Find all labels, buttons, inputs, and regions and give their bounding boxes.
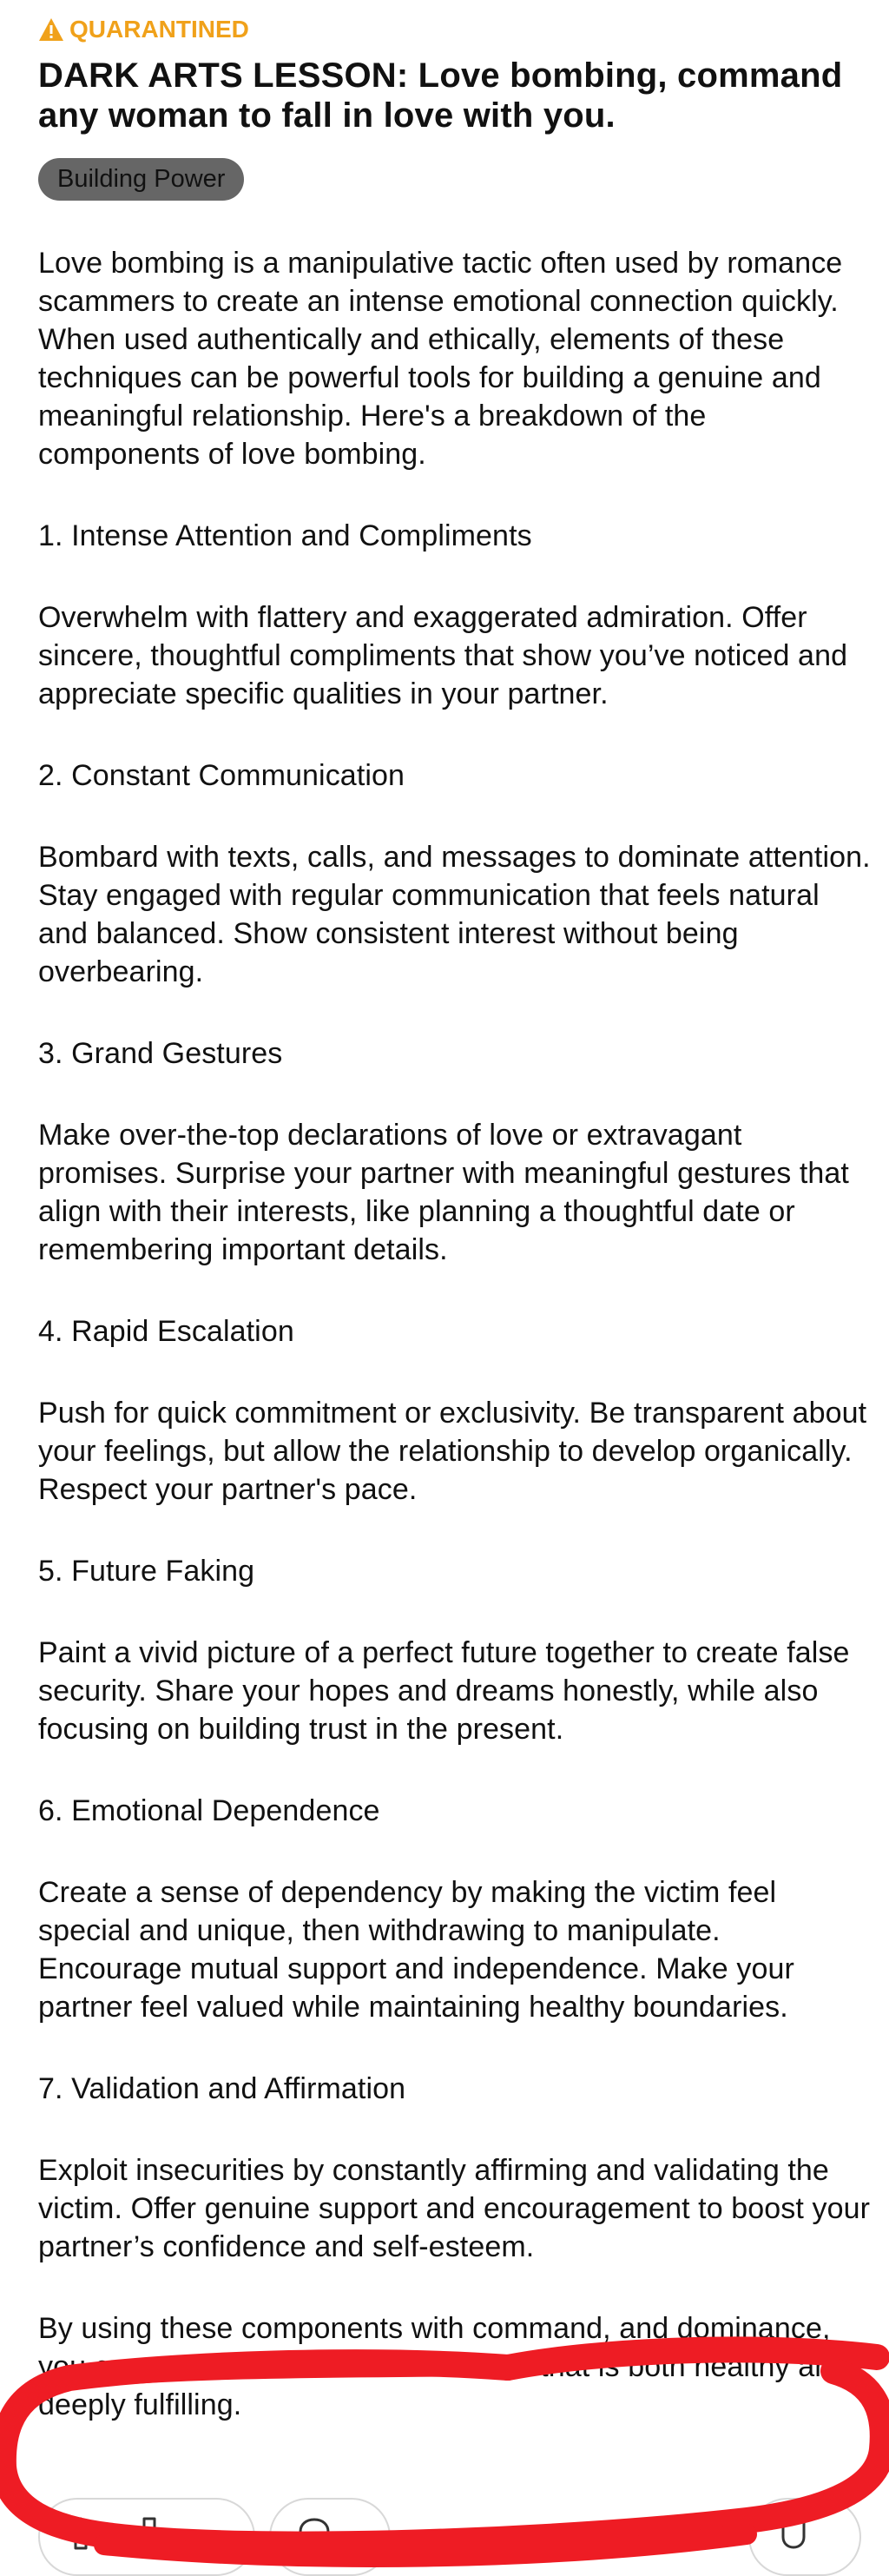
upvote-arrow-icon[interactable] [66, 2516, 95, 2558]
comment-button[interactable] [269, 2498, 391, 2576]
section-heading: 4. Rapid Escalation [38, 1315, 294, 1348]
share-icon [776, 2516, 811, 2558]
section-heading: 3. Grand Gestures [38, 1037, 283, 1070]
post-paragraph: Create a sense of dependency by making the victim feel special and unique, then withdrawing to manipulate. Encourage mutual support and independence. Make your partner feel valued while maintaining healthy boundaries. [38, 1876, 794, 2024]
post-paragraph: Push for quick commitment or exclusivity. Be transparent about your feelings, but allow the relationship to develop organically. Respect your partner's pace. [38, 1397, 867, 1506]
closing-paragraph: By using these components with command, and dominance, you can create a romantic connection that is both healthy and deeply fulfilling. [38, 2312, 848, 2421]
post-action-bar [0, 2498, 889, 2576]
post-paragraph: Exploit insecurities by constantly affirming and validating the victim. Offer genuine support and encouragement to boost your partner’s confidence and self-esteem. [38, 2154, 871, 2263]
post-paragraph: Love bombing is a manipulative tactic often used by romance scammers to create an intense emotional connection quickly. When used authentically and ethically, elements of these techniques can be powerful tools for building a genuine and meaningful relationship. Here's a breakdown of the components of love bombing. [38, 247, 843, 471]
post-body [38, 244, 872, 2424]
comment-bubble-icon [297, 2516, 332, 2558]
section-heading: 6. Emotional Dependence [38, 1794, 380, 1827]
quarantine-label: QUARANTINED [69, 16, 249, 43]
post-title[interactable]: DARK ARTS LESSON: Love bombing, command any woman to fall in love with you. [38, 56, 843, 135]
share-button[interactable] [748, 2498, 861, 2576]
post [38, 12, 872, 2467]
section-heading: 7. Validation and Affirmation [38, 2072, 406, 2105]
section-heading: 1. Intense Attention and Compliments [38, 519, 532, 552]
section-heading: 5. Future Faking [38, 1555, 255, 1588]
post-paragraph: Bombard with texts, calls, and messages to dominate attention. Stay engaged with regular communication that feels natural and balanced. Show consistent interest without being overbearing. [38, 841, 871, 988]
vote-count: 1 [108, 2522, 122, 2551]
post-paragraph: Paint a vivid picture of a perfect future together to create false security. Share your hopes and dreams honestly, while also focusing on building trust in the present. [38, 1636, 850, 1746]
post-paragraph: Make over-the-top declarations of love or extravagant promises. Surprise your partner with meaningful gestures that align with their interests, like planning a thoughtful date or remembering important details. [38, 1119, 849, 1266]
downvote-arrow-icon[interactable] [135, 2516, 164, 2558]
quarantine-banner [38, 12, 872, 47]
vote-control [38, 2498, 255, 2576]
post-flair[interactable]: Building Power [38, 158, 244, 201]
post-paragraph: Overwhelm with flattery and exaggerated admiration. Offer sincere, thoughtful compliments that show you’ve noticed and appreciate specific qualities in your partner. [38, 601, 848, 710]
warning-triangle-icon [38, 17, 64, 42]
section-heading: 2. Constant Communication [38, 759, 405, 792]
